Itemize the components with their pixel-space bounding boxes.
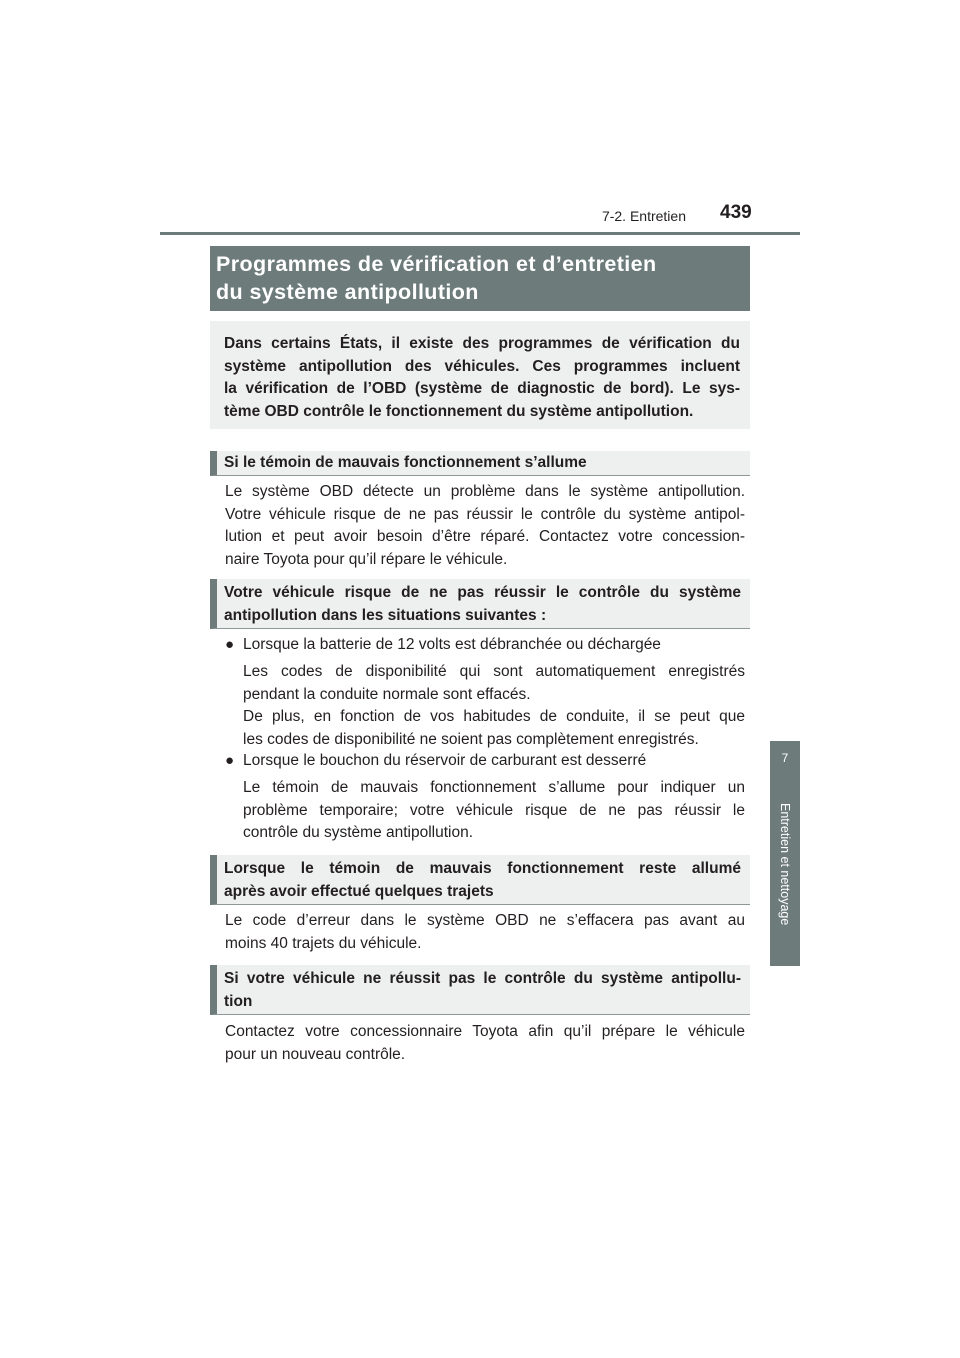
bullet-icon: ● (225, 636, 235, 653)
body-line: Le code d’erreur dans le système OBD ne s’effacera pas avant au (225, 912, 745, 929)
body-line: Le témoin de mauvais fonctionnement s’allume pour indiquer un (243, 779, 745, 796)
section-heading-line: tion (224, 992, 253, 1010)
bullet-item (225, 634, 745, 657)
title-line: du système antipollution (216, 280, 479, 304)
section-heading-line: Lorsque le témoin de mauvais fonctionnement reste allumé (224, 860, 741, 877)
body-line: lution et peut avoir besoin d’être réparé. Contactez votre concession- (225, 528, 745, 545)
section-heading-failed-inspection (210, 965, 750, 1015)
section-heading-line: Votre véhicule risque de ne pas réussir le contrôle du système (224, 584, 741, 601)
chapter-tab (770, 741, 800, 966)
bullet-item (225, 750, 745, 773)
intro-line: la vérification de l’OBD (système de diagnostic de bord). Le sys- (224, 380, 740, 397)
title-line: Programmes de vérification et d’entretien (216, 252, 657, 276)
header-rule (160, 232, 800, 235)
body-line: naire Toyota pour qu’il répare le véhicule. (225, 550, 508, 568)
bullet-icon: ● (225, 752, 235, 769)
intro-box (210, 321, 750, 429)
body-line: De plus, en fonction de vos habitudes de conduite, il se peut que (243, 708, 745, 725)
body-line: contrôle du système antipollution. (243, 824, 474, 841)
section-heading-light-stays-on (210, 855, 750, 905)
section-heading-line: après avoir effectué quelques trajets (224, 882, 494, 900)
intro-line: système antipollution des véhicules. Ces programmes incluent (224, 357, 740, 375)
body-line: Le système OBD détecte un problème dans le système antipollution. (225, 483, 745, 500)
bullet-body (243, 777, 745, 845)
bullet-label: Lorsque le bouchon du réservoir de carburant est desserré (243, 752, 647, 769)
page-number: 439 (720, 202, 752, 223)
intro-line: tème OBD contrôle le fonctionnement du système antipollution. (224, 402, 694, 420)
section-body (225, 910, 745, 955)
page-title (210, 246, 750, 311)
bullet-body (243, 661, 745, 751)
body-line: pour un nouveau contrôle. (225, 1045, 406, 1063)
running-header-section: 7-2. Entretien (601, 208, 686, 224)
section-heading-malfunction-light (210, 451, 750, 476)
intro-line: Dans certains États, il existe des programmes de vérification du (224, 335, 740, 352)
body-line: Votre véhicule risque de ne pas réussir le contrôle du système antipol- (225, 505, 745, 523)
section-heading-failure-situations (210, 579, 750, 629)
body-line: problème temporaire; votre véhicule risque de ne pas réussir le (243, 801, 745, 819)
section-heading-line: Si votre véhicule ne réussit pas le contrôle du système antipollu- (224, 970, 741, 987)
bullet-label: Lorsque la batterie de 12 volts est débranchée ou déchargée (243, 636, 661, 653)
chapter-number: 7 (781, 751, 789, 765)
chapter-label: Entretien et nettoyage (778, 803, 792, 926)
body-line: pendant la conduite normale sont effacés. (243, 685, 531, 703)
section-body (225, 1021, 745, 1066)
section-heading-line: antipollution dans les situations suivantes : (224, 606, 547, 624)
body-line: moins 40 trajets du véhicule. (225, 934, 422, 952)
body-line: Contactez votre concessionnaire Toyota afin qu’il prépare le véhicule (225, 1023, 745, 1040)
section-heading-line: Si le témoin de mauvais fonctionnement s’allume (224, 454, 587, 471)
body-line: les codes de disponibilité ne soient pas complètement enregistrés. (243, 730, 699, 748)
body-line: Les codes de disponibilité qui sont automatiquement enregistrés (243, 663, 745, 680)
section-body (225, 481, 745, 571)
